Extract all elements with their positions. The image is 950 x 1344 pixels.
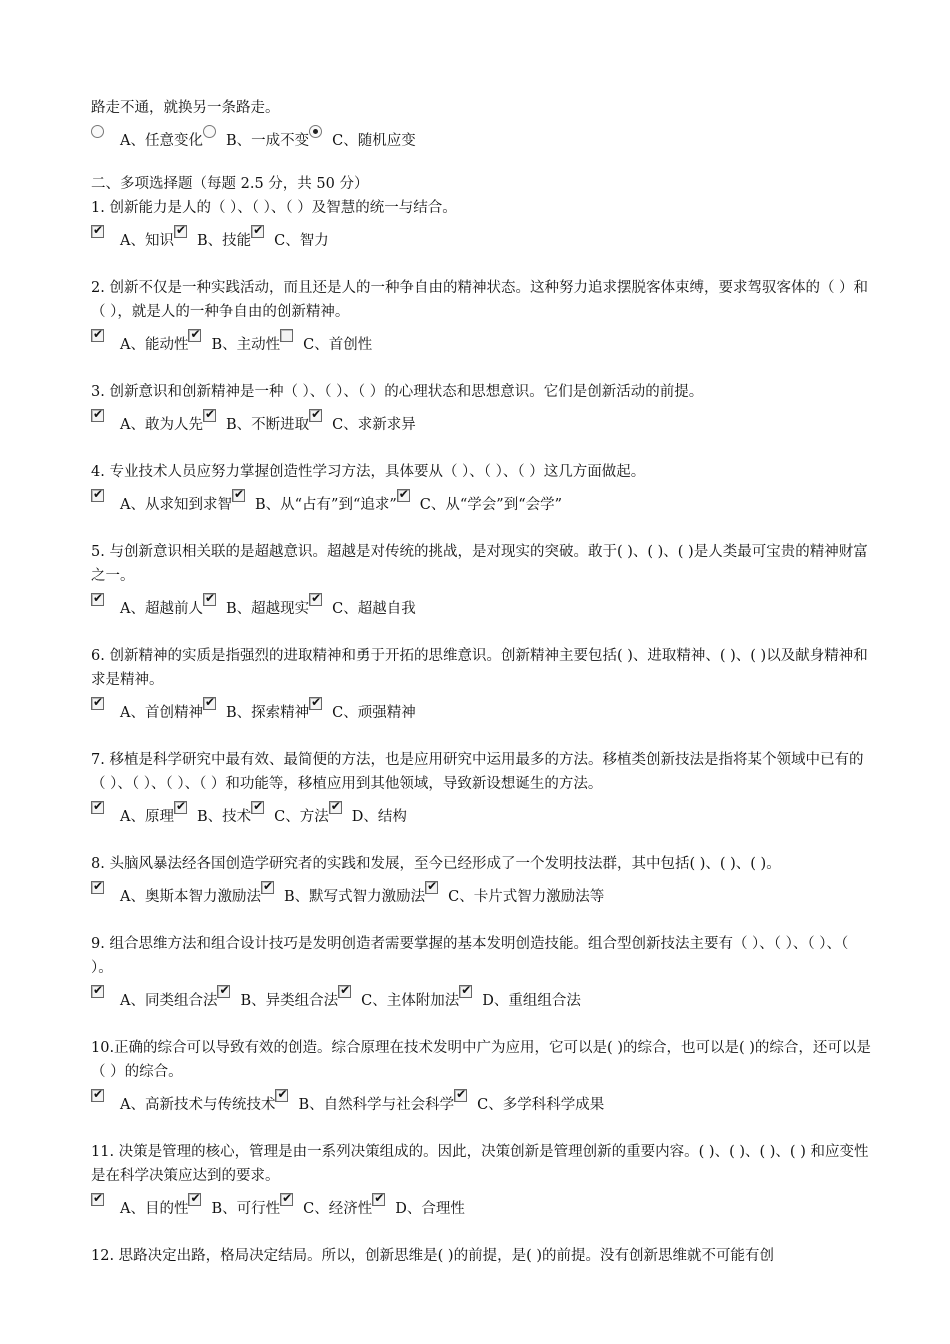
check-mark-icon: ✔ [93, 487, 104, 501]
option-label: A、任意变化 [120, 133, 203, 149]
intro-options [91, 124, 871, 154]
question-text: 12. 思路决定出路，格局决定结局。所以，创新思维是( )的前提，是( )的前提。没有创新思维就不可能有创 [91, 1248, 775, 1264]
question-block [91, 540, 871, 622]
option-0-1[interactable] [174, 224, 251, 251]
check-mark-icon: ✔ [93, 695, 104, 709]
option-label: C、首创性 [303, 337, 373, 353]
option-8-2[interactable] [338, 984, 459, 1011]
checkbox[interactable] [203, 697, 216, 710]
check-mark-icon: ✔ [233, 487, 245, 501]
question-block [91, 276, 871, 358]
option-1-0[interactable] [91, 328, 188, 355]
intro-option-0[interactable] [91, 124, 203, 151]
option-label: C、卡片式智力激励法等 [448, 889, 605, 905]
check-mark-icon: ✔ [204, 695, 216, 709]
question-block [91, 196, 871, 254]
checkbox[interactable] [275, 1089, 288, 1102]
section-title: 二、多项选择题（每题 2.5 分，共 50 分） [91, 176, 369, 192]
question-text: 11. 决策是管理的核心，管理是由一系列决策组成的。因此，决策创新是管理创新的重要内容。( )、( )、( )、( ) 和应变性是在科学决策应达到的要求。 [91, 1144, 869, 1184]
option-1-1[interactable] [188, 328, 280, 355]
question-text: 10.正确的综合可以导致有效的创造。综合原理在技术发明中广为应用，它可以是( )的综合，也可以是( )的综合，还可以是（ ）的综合。 [91, 1040, 871, 1080]
check-mark-icon: ✔ [374, 1191, 385, 1205]
check-mark-icon: ✔ [175, 799, 187, 813]
check-mark-icon: ✔ [93, 879, 104, 893]
checkbox[interactable] [91, 489, 104, 502]
option-row [91, 984, 871, 1014]
check-mark-icon: ✔ [204, 407, 216, 421]
check-mark-icon: ✔ [190, 327, 201, 341]
option-2-2[interactable] [309, 408, 416, 435]
checkbox[interactable] [280, 1193, 293, 1206]
checkbox[interactable] [217, 985, 230, 998]
checkbox[interactable] [174, 225, 187, 238]
checkbox[interactable] [397, 489, 410, 502]
option-6-2[interactable] [251, 800, 329, 827]
check-mark-icon: ✔ [93, 983, 104, 997]
option-9-1[interactable] [275, 1088, 454, 1115]
option-2-1[interactable] [203, 408, 309, 435]
check-mark-icon: ✔ [311, 407, 322, 421]
check-mark-icon: ✔ [175, 223, 187, 237]
checkbox[interactable] [251, 225, 264, 238]
option-label: A、奥斯本智力激励法 [120, 889, 261, 905]
option-8-0[interactable] [91, 984, 217, 1011]
check-mark-icon: ✔ [262, 879, 274, 893]
option-6-0[interactable] [91, 800, 174, 827]
check-mark-icon: ✔ [398, 487, 409, 501]
option-10-3[interactable] [372, 1192, 465, 1219]
quiz-page [91, 96, 871, 1290]
question-block [91, 932, 871, 1014]
check-mark-icon: ✔ [282, 1191, 293, 1205]
option-label: B、默写式智力激励法 [283, 889, 426, 905]
option-5-0[interactable] [91, 696, 203, 723]
option-6-1[interactable] [174, 800, 251, 827]
option-label: B、主动性 [211, 337, 281, 353]
intro-option-1[interactable] [203, 124, 309, 151]
option-label: C、经济性 [303, 1201, 373, 1217]
option-label: B、从“占有”到“追求” [254, 497, 397, 513]
option-6-3[interactable] [329, 800, 407, 827]
option-label: B、技术 [196, 809, 252, 825]
check-mark-icon: ✔ [461, 983, 472, 997]
option-label: A、高新技术与传统技术 [120, 1097, 276, 1113]
option-label: A、知识 [120, 233, 174, 249]
option-8-1[interactable] [217, 984, 338, 1011]
checkbox[interactable] [174, 801, 187, 814]
check-mark-icon: ✔ [190, 1191, 201, 1205]
intro-option-2[interactable] [309, 124, 416, 151]
option-label: D、结构 [351, 809, 407, 825]
check-mark-icon: ✔ [311, 695, 322, 709]
check-mark-icon: ✔ [456, 1087, 467, 1101]
option-label: C、智力 [274, 233, 329, 249]
option-7-2[interactable] [425, 880, 604, 907]
check-mark-icon: ✔ [253, 223, 264, 237]
question-block [91, 644, 871, 726]
option-label: A、原理 [120, 809, 174, 825]
checkbox[interactable] [425, 881, 438, 894]
option-row [91, 1088, 871, 1118]
option-9-0[interactable] [91, 1088, 275, 1115]
option-4-2[interactable] [309, 592, 416, 619]
checkbox[interactable] [280, 329, 293, 342]
question-text: 6. 创新精神的实质是指强烈的进取精神和勇于开拓的思维意识。创新精神主要包括( )、进取精神、( )、( )以及献身精神和求是精神。 [91, 648, 868, 688]
option-10-2[interactable] [280, 1192, 372, 1219]
check-mark-icon: ✔ [93, 407, 104, 421]
question-block [91, 1140, 871, 1222]
option-10-0[interactable] [91, 1192, 188, 1219]
check-mark-icon: ✔ [93, 327, 104, 341]
option-label: B、探索精神 [225, 705, 310, 721]
radio-button[interactable] [91, 125, 104, 138]
checkbox[interactable] [203, 593, 216, 606]
option-label: C、随机应变 [332, 133, 416, 149]
option-label: A、从求知到求智 [120, 497, 232, 513]
option-row [91, 880, 871, 910]
check-mark-icon: ✔ [219, 983, 230, 997]
question-text: 9. 组合思维方法和组合设计技巧是发明创造者需要掌握的基本发明创造技能。组合型创新技法主要有（ ）、（ ）、（ ）、（ ）。 [91, 936, 849, 976]
check-mark-icon: ✔ [93, 1191, 104, 1205]
check-mark-icon: ✔ [340, 983, 351, 997]
check-mark-icon: ✔ [93, 799, 104, 813]
option-4-0[interactable] [91, 592, 203, 619]
checkbox[interactable] [329, 801, 342, 814]
option-label: B、不断进取 [225, 417, 310, 433]
option-row [91, 800, 871, 830]
option-4-1[interactable] [203, 592, 309, 619]
checkbox[interactable] [91, 409, 104, 422]
checkbox[interactable] [309, 593, 322, 606]
check-mark-icon: ✔ [204, 591, 216, 605]
question-text: 1. 创新能力是人的（ ）、（ ）、（ ）及智慧的统一与结合。 [91, 200, 457, 216]
check-mark-icon: ✔ [93, 1087, 104, 1101]
option-3-1[interactable] [232, 488, 397, 515]
check-mark-icon: ✔ [427, 879, 438, 893]
question-block [91, 460, 871, 518]
question-text: 4. 专业技术人员应努力掌握创造性学习方法，具体要从（ ）、（ ）、（ ）这几方面做起。 [91, 464, 646, 480]
option-label: A、能动性 [120, 337, 189, 353]
question-text: 8. 头脑风暴法经各国创造学研究者的实践和发展，至今已经形成了一个发明技法群，其中包括( )、( )、( )。 [91, 856, 781, 872]
checkbox[interactable] [91, 697, 104, 710]
checkbox[interactable] [91, 985, 104, 998]
option-row [91, 224, 871, 254]
check-mark-icon: ✔ [93, 591, 104, 605]
check-mark-icon: ✔ [253, 799, 264, 813]
checkbox[interactable] [372, 1193, 385, 1206]
question-block [91, 1036, 871, 1118]
option-label: A、同类组合法 [120, 993, 218, 1009]
option-7-0[interactable] [91, 880, 261, 907]
option-label: D、合理性 [395, 1201, 465, 1217]
checkbox[interactable] [232, 489, 245, 502]
option-row [91, 696, 871, 726]
option-1-2[interactable] [280, 328, 372, 355]
radio-button[interactable] [309, 125, 322, 138]
option-label: C、方法 [274, 809, 329, 825]
option-label: C、主体附加法 [361, 993, 460, 1009]
option-5-2[interactable] [309, 696, 416, 723]
question-block [91, 748, 871, 830]
checkbox[interactable] [459, 985, 472, 998]
question-text: 3. 创新意识和创新精神是一种（ ）、（ ）、（ ）的心理状态和思想意识。它们是创新活动的前提。 [91, 384, 704, 400]
question-block [91, 380, 871, 438]
option-3-0[interactable] [91, 488, 232, 515]
intro-line: 路走不通，就换另一条路走。 [91, 100, 280, 116]
option-10-1[interactable] [188, 1192, 280, 1219]
check-mark-icon: ✔ [277, 1087, 288, 1101]
option-label: C、超越自我 [332, 601, 416, 617]
check-mark-icon: ✔ [93, 223, 104, 237]
radio-button[interactable] [203, 125, 216, 138]
option-label: B、自然科学与社会科学 [298, 1097, 455, 1113]
option-label: C、从“学会”到“会学” [419, 497, 563, 513]
option-8-3[interactable] [459, 984, 581, 1011]
checkbox[interactable] [91, 329, 104, 342]
option-label: C、求新求异 [332, 417, 416, 433]
question-text: 5. 与创新意识相关联的是超越意识。超越是对传统的挑战，是对现实的突破。敢于( )、( )、( )是人类最可宝贵的精神财富之一。 [91, 544, 868, 584]
check-mark-icon: ✔ [330, 799, 341, 813]
option-label: A、首创精神 [120, 705, 203, 721]
checkbox[interactable] [261, 881, 274, 894]
option-2-0[interactable] [91, 408, 203, 435]
option-row [91, 408, 871, 438]
checkbox[interactable] [251, 801, 264, 814]
option-label: A、敢为人先 [120, 417, 203, 433]
question-block [91, 1244, 871, 1268]
option-row [91, 592, 871, 622]
checkbox[interactable] [91, 881, 104, 894]
option-label: B、异类组合法 [240, 993, 339, 1009]
question-text: 2. 创新不仅是一种实践活动，而且还是人的一种争自由的精神状态。这种努力追求摆脱客体束缚，要求驾驭客体的（ ）和（ ），就是人的一种争自由的创新精神。 [91, 280, 869, 320]
checkbox[interactable] [91, 1193, 104, 1206]
option-label: A、超越前人 [120, 601, 203, 617]
checkbox[interactable] [309, 697, 322, 710]
option-0-0[interactable] [91, 224, 174, 251]
checkbox[interactable] [91, 801, 104, 814]
option-row [91, 488, 871, 518]
question-list [91, 196, 871, 1268]
checkbox[interactable] [309, 409, 322, 422]
option-row [91, 328, 871, 358]
checkbox[interactable] [91, 593, 104, 606]
question-text: 7. 移植是科学研究中最有效、最简便的方法，也是应用研究中运用最多的方法。移植类创新技法是指将某个领域中已有的（ ）、（ ）、（ ）、（ ）和功能等，移植应用到其他领域，导致新设想诞生的方法。 [91, 752, 864, 792]
checkbox[interactable] [91, 225, 104, 238]
option-label: D、重组组合法 [482, 993, 581, 1009]
option-label: C、顽强精神 [332, 705, 416, 721]
option-0-2[interactable] [251, 224, 329, 251]
option-label: A、目的性 [120, 1201, 189, 1217]
checkbox[interactable] [188, 329, 201, 342]
option-5-1[interactable] [203, 696, 309, 723]
option-label: C、多学科科学成果 [477, 1097, 605, 1113]
option-label: B、技能 [196, 233, 252, 249]
checkbox[interactable] [91, 1089, 104, 1102]
option-3-2[interactable] [397, 488, 562, 515]
checkbox[interactable] [338, 985, 351, 998]
option-label: B、超越现实 [225, 601, 310, 617]
check-mark-icon: ✔ [311, 591, 322, 605]
option-7-1[interactable] [261, 880, 425, 907]
option-9-2[interactable] [454, 1088, 604, 1115]
question-block [91, 852, 871, 910]
checkbox[interactable] [188, 1193, 201, 1206]
option-label: B、一成不变 [225, 133, 310, 149]
checkbox[interactable] [203, 409, 216, 422]
option-row [91, 1192, 871, 1222]
option-label: B、可行性 [211, 1201, 281, 1217]
checkbox[interactable] [454, 1089, 467, 1102]
